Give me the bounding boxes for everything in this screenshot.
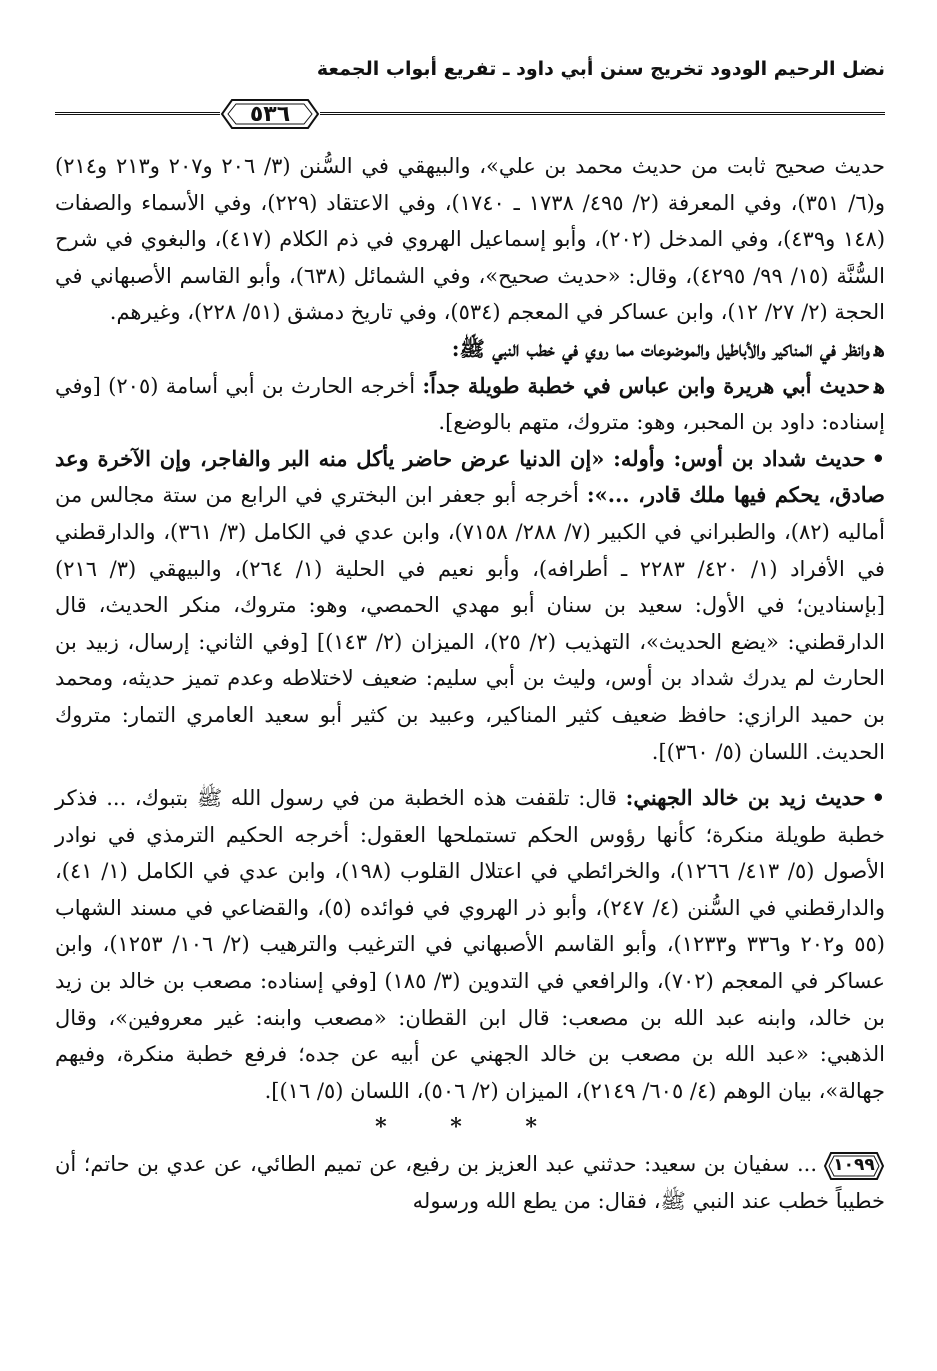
paragraph-1: [55, 148, 885, 331]
page-number: ٥٣٦: [249, 101, 291, 127]
paragraph-5-text: قال: تلقفت هذه الخطبة من في رسول الله ﷺ بتبوك، ... فذكر خطبة طويلة منكرة؛ كأنها رؤوس الحكم تستملحها العقول: أخرجه الحكيم الترمذي في نوادر الأصول (٥/ ٤١٣/ ١٢٦٦)، والخرائطي في اعتلال القلوب (١٩٨)، وابن عدي في الكامل (١/ ٤١)، والدارقطني في السُّنن (٤/ ٢٤٧)، وأبو ذر الهروي في فوائده (٥)، والقضاعي في مسند الشهاب (٥٥ و٢٠٢ و٣٣٦ و١٢٣٣)، وأبو القاسم الأصبهاني في الترغيب والترهيب (٢/ ١٠٦/ ١٢٥٣)، وابن عساكر في المعجم (٧٠٢)، والرافعي في التدوين (٣/ ١٨٥) [وفي إسناده: مصعب بن خالد بن زيد بن خالد، وابنه عبد الله بن مصعب: قال ابن القطان: «مصعب وابنه: غير معروفين»، وقال الذهبي: «عبد الله بن مصعب بن خالد الجهني عن أبيه عن جده؛ فرفع خطبة منكرة، وفيهم جهالة»، بيان الوهم (٤/ ٦٠٥/ ٢١٤٩)، الميزان (٢/ ٥٠٦)، اللسان (٥/ ١٦)].: [55, 786, 886, 1103]
flower-mark-icon: ﻫ: [873, 335, 885, 361]
section-separator: * * *: [375, 1114, 565, 1141]
paragraph-5-heading: حديث زيد بن خالد الجهني:: [625, 785, 866, 811]
bullet-icon: •: [871, 785, 885, 811]
hadith-number-badge: [823, 1150, 885, 1182]
running-title: نضل الرحيم الودود تخريج سنن أبي داود ـ تفريع أبواب الجمعة: [316, 58, 885, 80]
bullet-icon: •: [871, 445, 885, 471]
paragraph-3-heading: حديث أبي هريرة وابن عباس في خطبة طويلة جداً:: [422, 372, 870, 398]
paragraph-1-text: حديث صحيح ثابت من حديث محمد بن علي»، والبيهقي في السُّنن (٣/ ٢٠٦ و٢٠٧ و٢١٣ و٢١٤) و(٦/ ٣٥١)، وفي المعرفة (٢/ ٤٩٥/ ١٧٣٨ ـ ١٧٤٠)، وفي الاعتقاد (٢٢٩)، وفي الأسماء والصفات (١٤٨ و٤٣٩)، وفي المدخل (٢٠٢)، وأبو إسماعيل الهروي في ذم الكلام (٤١٧)، والبغوي في شرح السُّنَّة (١٥/ ٩٩/ ٤٢٩٥)، وقال: «حديث صحيح»، وفي الشمائل (٦٣٨)، وأبو القاسم الأصبهاني في الحجة (٢/ ٢٧/ ١٢)، وابن عساكر في المعجم (٥٣٤)، وفي تاريخ دمشق (٥١/ ٢٢٨)، وغيرهم.: [55, 154, 886, 325]
paragraph-6-text: ... سفيان بن سعيد: حدثني عبد العزيز بن رفيع، عن تميم الطائي، عن عدي بن حاتم؛ أن خطيباً خطب عند النبي ﷺ، فقال: من يطع الله ورسوله: [55, 1152, 885, 1213]
paragraph-4-heading: حديث شداد بن أوس: وأوله: «إن الدنيا عرض حاضر يأكل منه البر والفاجر، وإن الآخرة وعد صادق، يحكم فيها ملك قادر، ...»:: [55, 445, 885, 508]
book-page: [55, 20, 885, 1360]
paragraph-4-text: أخرجه أبو جعفر ابن البختري في الرابع من ستة مجالس من أماليه (٨٢)، والطبراني في الكبير (٧/ ٢٨٨/ ٧١٥٨)، وابن عدي في الكامل (٣/ ٣٦١)، والدارقطني في الأفراد (١/ ٤٢٠/ ٢٢٨٣ ـ أطرافه)، وأبو نعيم في الحلية (١/ ٢٦٤)، والبيهقي (٣/ ٢١٦) [بإسنادين؛ في الأول: سعيد بن سنان أبو مهدي الحمصي، وهو: متروك، منكر الحديث، قال الدارقطني: «يضع الحديث»، التهذيب (٢/ ٢٥)، الميزان (٢/ ١٤٣)] [وفي الثاني: إرسال، زبيد بن الحارث لم يدرك شداد بن أوس، وليث بن أبي سليم: ضعيف لاختلاطه وعدم تميز حديثه، ومحمد بن حميد الرازي: حافظ ضعيف كثير المناكير، وعبيد بن كثير أبو سعيد العامري التمار: متروك الحديث. اللسان (٥/ ٣٦٠)].: [55, 483, 885, 764]
paragraph-2-text: وانظر في المناكير والأباطيل والموضوعات مما روي في خطب النبي ﷺ:: [451, 335, 870, 361]
paragraph-3: [55, 368, 885, 441]
paragraph-4: [55, 441, 885, 770]
paragraph-5: [55, 780, 885, 1109]
hadith-number: ١٠٩٩: [833, 1155, 875, 1176]
page-number-badge: [220, 96, 320, 132]
page-body: [55, 148, 885, 1219]
paragraph-6: [55, 1146, 885, 1219]
paragraph-3-text: أخرجه الحارث بن أبي أسامة (٢٠٥) [وفي إسناده: داود بن المحبر، وهو: متروك، متهم بالوضع].: [55, 373, 885, 435]
header-rule: [55, 112, 885, 115]
paragraph-2: [55, 331, 885, 368]
flower-mark-icon: ﻫ: [873, 372, 886, 398]
page-header: [55, 20, 885, 127]
